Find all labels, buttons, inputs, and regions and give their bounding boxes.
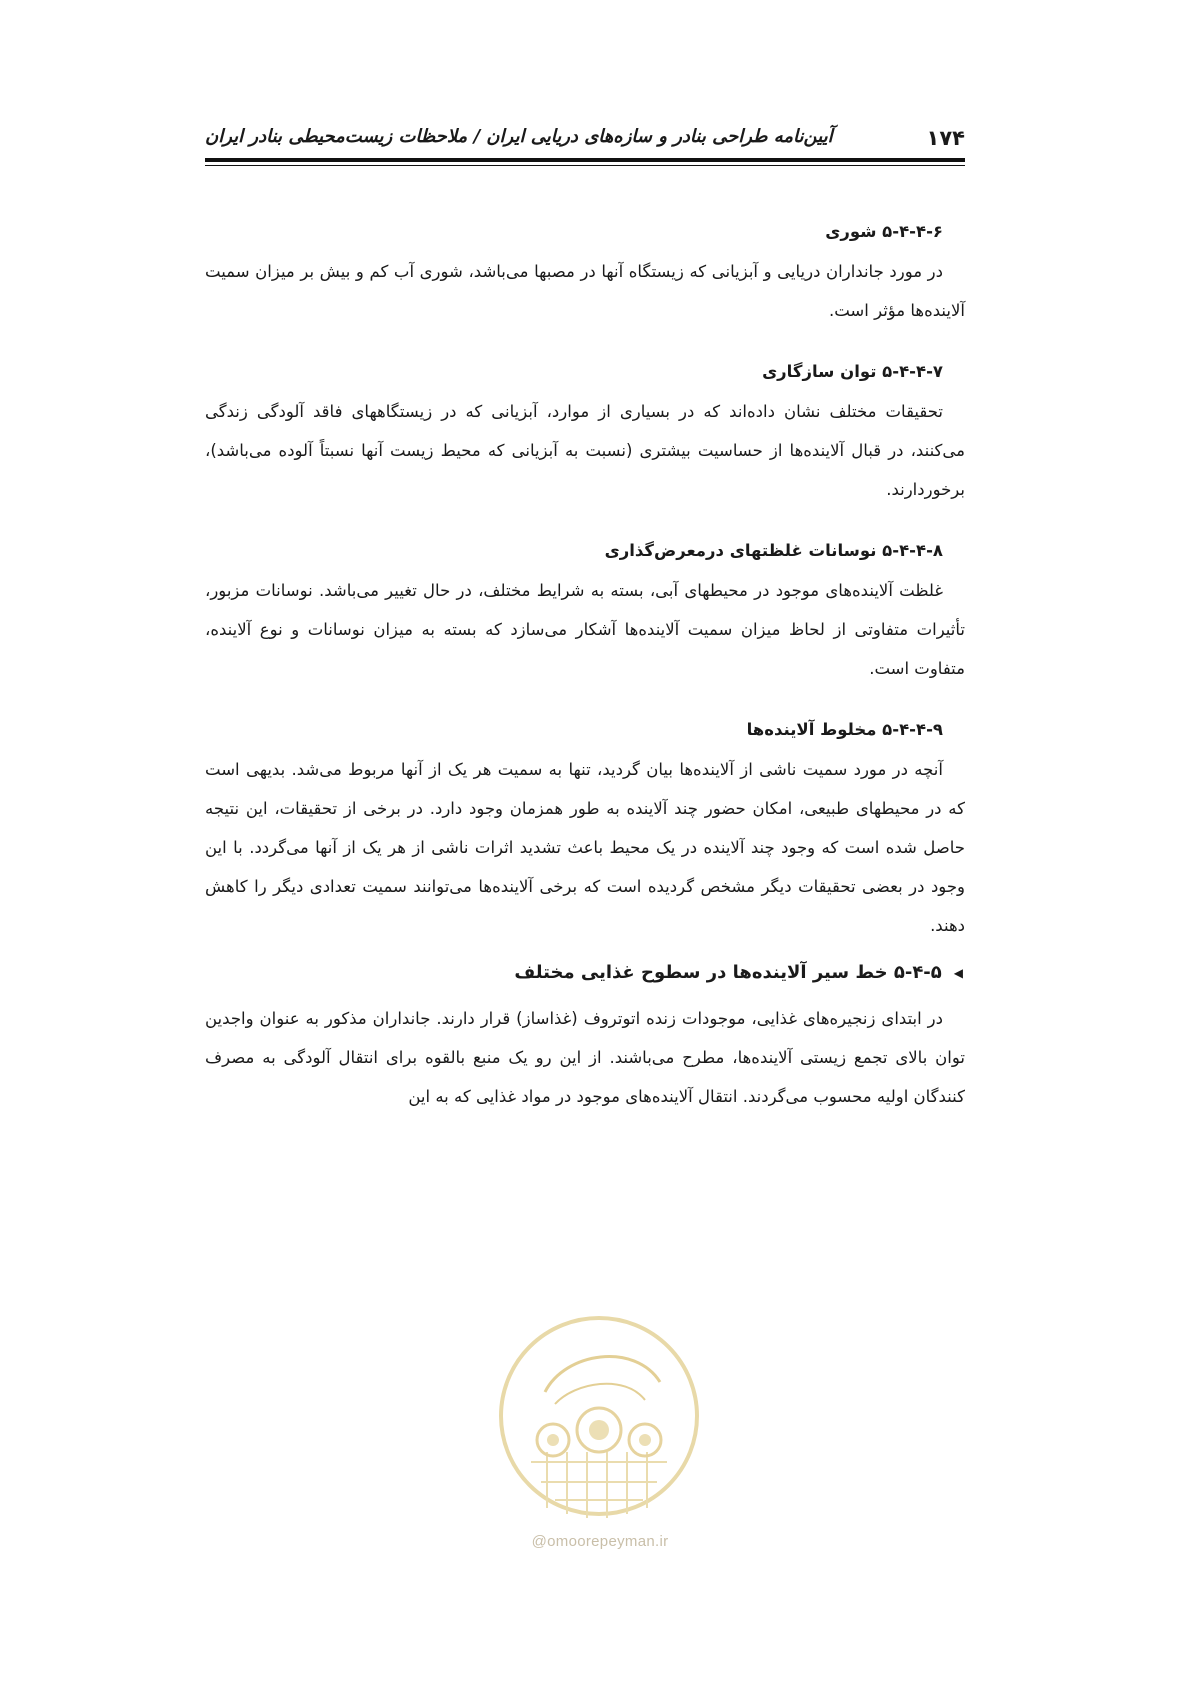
watermark-url: @omoorepeyman.ir xyxy=(531,1533,669,1550)
running-header-title: آیین‌نامه طراحی بنادر و سازه‌های دریایی ایران / ملاحظات زیست‌محیطی بنادر ایران xyxy=(205,126,833,147)
triangle-bullet-icon: ◀ xyxy=(953,966,963,980)
header-rule-thin xyxy=(205,165,965,166)
section-heading: ۵-۴-۴-۸ نوسانات غلظتهای درمعرض‌گذاری xyxy=(604,541,943,560)
main-section-paragraph: در ابتدای زنجیره‌های غذایی، موجودات زنده اتوتروف (غذاساز) قرار دارند. جانداران مذکور به عنوان واجدین توان بالای تجمع زیستی آلاینده‌ها، مطرح می‌باشند. از این رو یک منبع بالقوه برای انتقال آلودگی به مصرف کنندگان اولیه محسوب می‌گردند. انتقال آلاینده‌های موجود در مواد غذایی که به این xyxy=(205,1009,965,1106)
section-paragraph: تحقیقات مختلف نشان داده‌اند که در بسیاری از موارد، آبزیانی که در زیستگاههای فاقد آلودگی زندگی می‌کنند، در قبال آلاینده‌ها از حساسیت بیشتری (نسبت به آبزیانی که محیط زیست آنها نسبتاً آلوده می‌باشد)، برخوردارند. xyxy=(205,402,965,499)
section-paragraph: غلظت آلاینده‌های موجود در محیطهای آبی، بسته به شرایط مختلف، در حال تغییر می‌باشد. نوسانات مزبور، تأثیرات متفاوتی از لحاظ میزان سمیت آلاینده‌ها آشکار می‌سازد که بسته به میزان نوسانات و نوع آلاینده، متفاوت است. xyxy=(205,581,965,678)
page-body xyxy=(205,212,965,1124)
watermark-logo-graphic xyxy=(495,1312,703,1520)
page-number: ۱۷۴ xyxy=(926,126,965,150)
main-section-heading-text: ۵-۴-۵ خط سیر آلاینده‌ها در سطوح غذایی مختلف xyxy=(514,962,942,983)
section-heading: ۵-۴-۴-۹ مخلوط آلاینده‌ها xyxy=(746,720,943,739)
section-heading: ۵-۴-۴-۷ توان سازگاری xyxy=(762,362,943,381)
section-paragraph: در مورد جانداران دریایی و آبزیانی که زیستگاه آنها در مصبها می‌باشد، شوری آب کم و بیش بر میزان سمیت آلاینده‌ها مؤثر است. xyxy=(205,262,965,320)
watermark-logo xyxy=(495,1312,703,1520)
main-section-heading xyxy=(205,953,965,993)
header-rule-thick xyxy=(205,158,965,162)
section-paragraph: آنچه در مورد سمیت ناشی از آلاینده‌ها بیان گردید، تنها به سمیت هر یک از آنها مربوط می‌شد. بدیهی است که در محیطهای طبیعی، امکان حضور چند آلاینده به طور همزمان وجود دارد. در برخی از تحقیقات، این نتیجه حاصل شده است که وجود چند آلاینده در یک محیط باعث تشدید اثرات ناشی از هر یک از آنها می‌گردد. با این وجود در بعضی تحقیقات دیگر مشخص گردیده است که برخی آلاینده‌ها می‌توانند سمیت تعدادی دیگر را کاهش دهند. xyxy=(205,760,965,935)
section-heading: ۵-۴-۴-۶ شوری xyxy=(825,222,943,241)
